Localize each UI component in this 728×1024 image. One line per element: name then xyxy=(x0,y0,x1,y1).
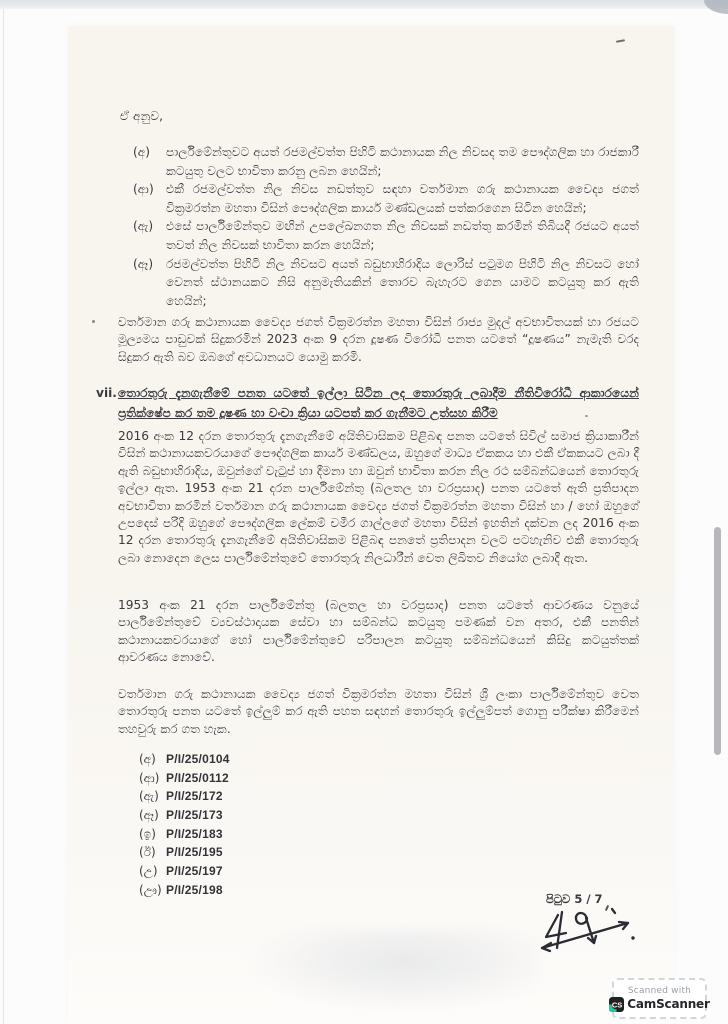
list-item-text: එකී රජමල්වත්ත නිල නිවස නඩත්තුව සඳහා වර්තමාන ගරු කථානායක වෛද්‍ය ජගත් වික්‍රමරත්න මහතා විසින් පෞද්ගලික කාර්ය මණ්ඩලයක් පත්කරගෙන සිටින හෙයින්; xyxy=(166,182,639,215)
list-item xyxy=(133,255,639,311)
scan-smudge xyxy=(240,928,540,1013)
list-item-label: (අ) xyxy=(133,145,151,159)
reference-label: (ඉ) xyxy=(139,826,156,841)
reference-item xyxy=(139,752,230,771)
list-item xyxy=(133,217,639,254)
page-left-edge xyxy=(3,9,4,1024)
signature xyxy=(540,906,640,958)
section-heading-text: තොරතුරු දැනගැනීමේ පනත යටතේ ඉල්ලා සිටින ලද තොරතුරු ලබාදීම නීතිවිරෝධී ආකාරයෙන් ප්‍රතික්ෂේප කර තම දූෂණ හා වංචා ක්‍රියා යටපත් කර ගැනීමට උත්සහ කිරීම xyxy=(118,386,639,420)
reference-number: P/I/25/198 xyxy=(166,882,223,897)
reference-number: P/I/25/195 xyxy=(166,845,223,860)
reference-number: P/I/25/0112 xyxy=(166,770,229,785)
paragraph-corruption-charge: වර්තමාන ගරු කථානායක වෛද්‍ය ජගත් වික්‍රමරත්න මහතා විසින් රාජ්‍ය මුදල් අවභාවිතයක් හා රජයට මූල්‍යමය පාඩුවක් සිදුකරමින් 2023 අංක 9 දරන දූෂණ විරෝධී පනත යටතේ “දූෂණය” නැමැති වරද සිදුකර ඇති බව ඔබගේ අවධානයට යොමු කරමි. xyxy=(118,315,639,364)
findings-list xyxy=(133,143,639,310)
reference-number: P/I/25/173 xyxy=(166,808,223,823)
list-item-label: (ආ) xyxy=(133,182,154,197)
reference-number: P/I/25/197 xyxy=(166,864,223,879)
reference-item xyxy=(139,771,230,790)
list-item-text: රජමල්වත්ත පිහිටි නිල නිවසට අයත් බඩුභාහිරාදිය ලොරිස් පටුමග පිහිටි නිල නිවසට හෝ වෙනත් ස්ථානයකට නිසි අනුමැතියකින් තොරව බැහැරට ගෙන යාමට කටයුතු කර ඇති හෙයින්; xyxy=(166,256,639,308)
reference-label: (ඌ) xyxy=(139,882,162,897)
reference-item xyxy=(139,827,230,846)
reference-number: P/I/25/172 xyxy=(166,789,223,804)
list-item xyxy=(133,143,639,180)
reference-label: (ආ) xyxy=(139,770,160,785)
reference-label: (ඇ) xyxy=(139,789,159,804)
reference-label: (උ) xyxy=(139,864,158,879)
scan-speck xyxy=(92,320,95,323)
reference-list xyxy=(139,752,230,902)
reference-number: P/I/25/0104 xyxy=(166,752,230,766)
camscanner-badge xyxy=(612,978,710,1019)
reference-label: (ඊ) xyxy=(139,845,156,860)
page-number: පිටුව 5 / 7 xyxy=(546,892,603,906)
reference-number: P/I/25/183 xyxy=(166,826,223,841)
list-item-label: (ඈ) xyxy=(133,256,154,271)
section-numeral: vii. xyxy=(96,386,117,400)
reference-item xyxy=(139,808,230,827)
reference-label: (අ) xyxy=(139,752,156,766)
camscanner-logo-icon xyxy=(609,997,624,1012)
reference-item xyxy=(139,864,230,883)
camscanner-row xyxy=(609,997,709,1012)
list-item-text: පාර්ලිමේන්තුවට අයත් රජමල්වත්ත පිහිටි කථානායක නිල නිවසද තම පෞද්ගලික හා රාජකාරී කටයුතු වලට භාවිතා කරනු ලබන හෙයින්; xyxy=(166,145,639,178)
reference-label: (ඈ) xyxy=(139,808,159,823)
scan-corner-artifact xyxy=(704,0,728,14)
paragraph-rti-2016: 2016 අංක 12 දරන තොරතුරු දැනගැනීමේ අයිතිවාසිකම පිළිබඳ පනත යටතේ සිවිල් සමාජ ක්‍රියාකාරීන් විසින් කථානායකවරයාගේ පෞද්ගලික කාර්ය මණ්ඩලය, ඔහුගේ මාධ්‍ය ඒකකය හා එකී ඒකකයට ලබා දී ඇති බඩුභාහිරාදිය, ඔවුන්ගේ වැටුප් හා දීමනා හා ඔවුන් භාවිතා කරන නිල රථ සම්බන්ධයෙන් තොරතුරු ඉල්ලා ඇත. 1953 අංක 21 දරන පාර්ලිමේන්තු (බලතල හා වරප්‍රසාද) පනත යටතේ ඇති ප්‍රතිපාදන අවභාවිතා කරමින් වර්තමාන ගරු කථානායක වෛද්‍ය ජගත් වික්‍රමරත්න මහතා විසින් හා / හෝ ඔහුගේ උපදෙස් පරිදි ඔහුගේ පෞද්ගලික ලේකම් චමීර ගාල්ලගේ මහතා විසින් ඉහතින් දක්වන ලද 2016 අංක 12 දරන තොරතුරු දැනගැනීමේ අයිතිවාසිකම පිළිබඳ පනතේ ප්‍රතිපාදන වලට පටහැනිව එකී තොරතුරු ලබා නොදෙන ලෙස පාර්ලිමේන්තුවේ තොරතුරු නිලධාරීන් වෙත ලිඛිතව නියෝග ලබාදී ඇත. xyxy=(118,429,639,565)
scan-speck xyxy=(585,415,588,417)
scan-top-edge xyxy=(0,0,728,9)
intro-line: ඒ අනුව, xyxy=(120,109,164,123)
svg-text:CS: CS xyxy=(612,1000,623,1010)
reference-item xyxy=(139,789,230,808)
reference-item xyxy=(139,845,230,864)
camscanner-name: CamScanner xyxy=(627,997,710,1011)
list-item-text: එසේ පාර්ලිමේන්තුව මඟින් උපලේඛනගත නිල නිවසක් නඩත්තු කරමින් තිබියදී රජයට අයත් තවත් නිල නිවසක් භාවිතා කරන හෙයින්; xyxy=(166,219,639,252)
scrollbar-thumb[interactable] xyxy=(714,527,721,755)
list-item xyxy=(133,180,639,217)
paragraph-verification: වර්තමාන ගරු කථානායක වෛද්‍ය ජගත් වික්‍රමරත්න මහතා විසින් ශ්‍රී ලංකා පාර්ලිමේන්තුව වෙත තොරතුරු පනත යටතේ ඉල්ලුම් කර ඇති පහත සඳහන් තොරතුරු ඉල්ලුම්පත් ගොනු පරීක්ෂා කිරීමෙන් තහවුරු කර ගත හැක. xyxy=(118,687,639,736)
section-vii-heading xyxy=(96,383,639,423)
scanned-with-label: Scanned with xyxy=(627,985,692,996)
list-item-label: (ඇ) xyxy=(133,219,154,234)
reference-item xyxy=(139,883,230,902)
paragraph-act-1953: 1953 අංක 21 දරන පාර්ලිමේන්තු (බලතල හා වරප්‍රසාද) පනත යටතේ ආවරණය වනුයේ පාර්ලිමේන්තුවේ ව්‍යවස්ථාදායක සේවා හා සම්බන්ධ කටයුතු පමණක් වන අතර, එකී පනතින් කථානායකවරයාගේ හෝ පාර්ලිමේන්තුවේ පරිපාලන කටයුතු සම්බන්ධයෙන් කිසිදු කටයුත්තක් ආවරණය නොවේ. xyxy=(118,598,639,665)
